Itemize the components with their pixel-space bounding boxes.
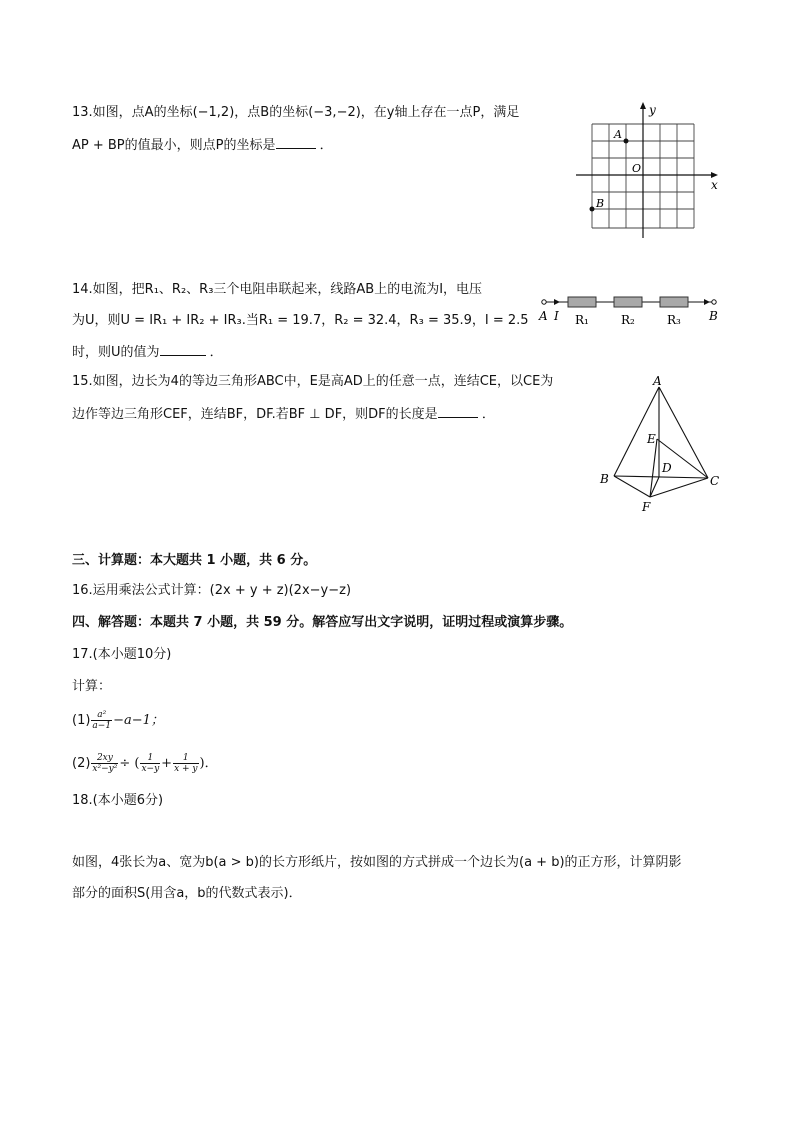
q17-p1-prefix: (1) — [72, 713, 91, 728]
q17-p2-f1-den: x−y — [141, 764, 160, 774]
q17-p1-den: a−1 — [92, 721, 112, 731]
q14-circuit-figure — [535, 288, 730, 330]
q15-triangle-figure — [595, 373, 725, 518]
q16-text: 16.运用乘法公式计算：(2x + y + z)(2x−y−z) — [72, 583, 352, 598]
q17-part2 — [72, 750, 218, 778]
q14-label-b: B — [709, 309, 718, 323]
q15-end: ． — [481, 407, 495, 422]
q15-label-e: E — [647, 432, 656, 446]
q15-segment-bf — [614, 476, 650, 497]
q15-label-b: B — [600, 472, 609, 486]
section4-title: 四、解答题：本题共 7 小题，共 59 分。解答应写出文字说明，证明过程或演算步骤。 — [72, 615, 573, 630]
q14-line3 — [72, 341, 223, 363]
q14-end: ． — [209, 345, 223, 360]
q13-line1: 13.如图，点A的坐标(−1,2)，点B的坐标(−3,−2)，在y轴上存在一点P，满足 — [72, 105, 520, 120]
q13-point-a-label: A — [614, 128, 622, 141]
q15-label-d: D — [662, 461, 672, 475]
q13-y-arrow-icon — [640, 102, 646, 109]
q14-resistor-r1 — [568, 297, 596, 307]
q17-p2-f2-den: x + y — [174, 764, 198, 774]
q13-coordinate-figure — [574, 100, 724, 240]
q17-p2-prefix: (2) — [72, 756, 91, 771]
q18-header: 18.(本小题6分) — [72, 793, 164, 808]
q15-line2 — [72, 403, 495, 425]
q17-p1-num: a² — [91, 710, 112, 721]
q14-line1: 14.如图，把R₁、R₂、R₃三个电阻串联起来，线路AB上的电流为I，电压 — [72, 282, 483, 297]
q17-p2-fraction-2 — [173, 753, 198, 774]
q13-end: ． — [319, 138, 333, 153]
q17-p2-end: )． — [199, 756, 218, 771]
q17-p2-den: x²−y² — [92, 764, 118, 774]
q13-point-b-label: B — [596, 197, 605, 210]
q14-current-arrow-icon — [554, 299, 560, 305]
q17-p1-rest: −a−1； — [113, 713, 164, 728]
q15-line1: 15.如图，边长为4的等边三角形ABC中，E是高AD上的任意一点，连结CE，以CE为 — [72, 374, 554, 389]
q14-label-i: I — [554, 309, 559, 323]
q14-end-arrow-icon — [704, 299, 710, 305]
q15-segment-cf — [650, 478, 708, 497]
q17-p2-fraction-1 — [140, 753, 160, 774]
section3-title: 三、计算题：本大题共 1 小题，共 6 分。 — [72, 553, 317, 568]
q13-x-label: x — [711, 178, 718, 192]
q17-p2-fraction — [91, 753, 118, 774]
q17-p2-num: 2xy — [91, 753, 118, 764]
q15-label-c: C — [710, 474, 720, 488]
q14-line3-text: 时，则U的值为 — [72, 345, 160, 360]
q14-label-r2: R₂ — [621, 313, 635, 327]
q18-line1: 如图，4张长为a、宽为b(a > b)的长方形纸片，按如图的方式拼成一个边长为(a + b)的正方形，计算阴影 — [72, 855, 682, 870]
q17-part1 — [72, 707, 164, 735]
q14-line2: 为U，则U = IR₁ + IR₂ + IR₃.当R₁ = 19.7，R₂ = 32.4，R₃ = 35.9，I = 2.5 — [72, 313, 529, 328]
q17-p2-plus: + — [161, 756, 173, 771]
q13-point-a — [624, 139, 629, 144]
q14-terminal-a — [542, 300, 546, 304]
q14-label-r1: R₁ — [575, 313, 589, 327]
q15-answer-blank — [438, 403, 478, 418]
q17-intro: 计算： — [72, 679, 112, 694]
q18-line2: 部分的面积S(用含a，b的代数式表示)． — [72, 886, 302, 901]
q17-p2-mid: ÷ ( — [119, 756, 140, 771]
q14-label-r3: R₃ — [667, 313, 681, 327]
q14-resistor-r2 — [614, 297, 642, 307]
q15-segment-bc — [614, 476, 708, 478]
q14-resistor-r3 — [660, 297, 688, 307]
q15-line2-text: 边作等边三角形CEF，连结BF，DF.若BF ⊥ DF，则DF的长度是 — [72, 407, 438, 422]
q13-point-b — [590, 207, 595, 212]
q13-answer-blank — [276, 134, 316, 149]
q17-p2-f1-num: 1 — [140, 753, 160, 764]
q13-line2 — [72, 134, 333, 156]
q17-p1-fraction — [91, 710, 112, 731]
q13-origin-label: O — [632, 162, 642, 175]
q17-header: 17.(本小题10分) — [72, 647, 172, 662]
q13-line2-text: AP + BP的值最小，则点P的坐标是 — [72, 138, 276, 153]
q17-p2-f2-num: 1 — [173, 753, 198, 764]
q14-label-a: A — [539, 309, 548, 323]
q14-answer-blank — [160, 341, 206, 356]
q15-label-f: F — [642, 500, 651, 514]
q15-label-a: A — [653, 374, 662, 388]
q14-terminal-b — [712, 300, 716, 304]
q13-y-label: y — [649, 103, 656, 117]
